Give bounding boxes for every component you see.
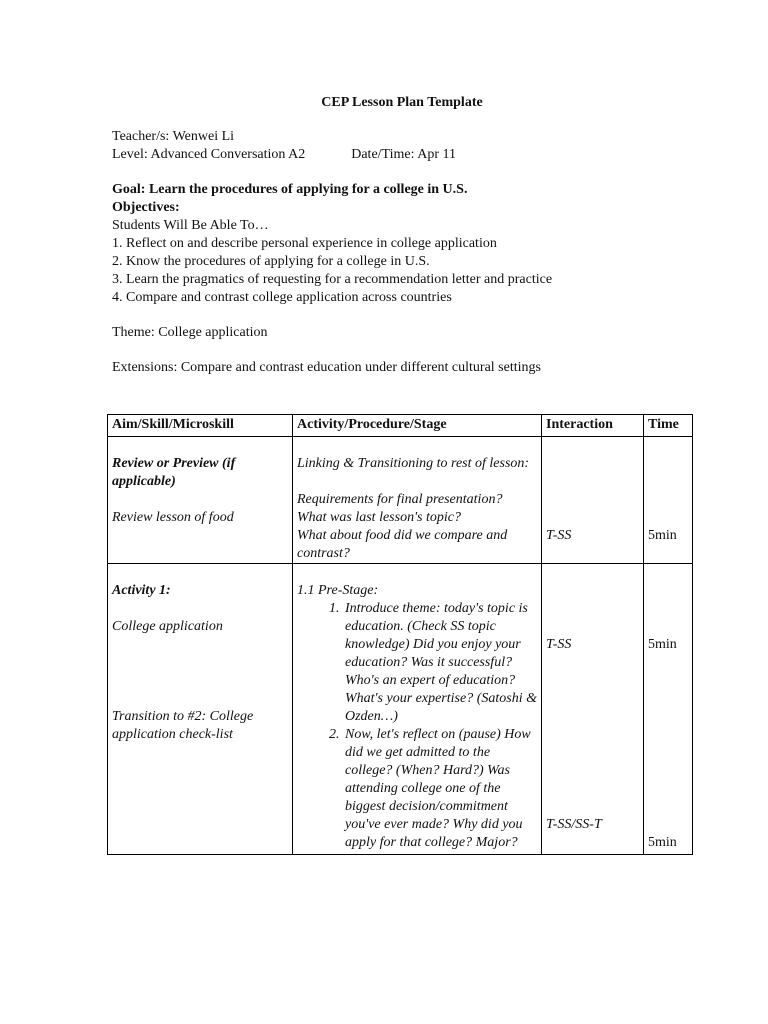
interaction-value: T-SS/SS-T: [546, 817, 602, 832]
aim-cell: [108, 437, 293, 564]
activity-line: Requirements for final presentation?: [297, 492, 503, 507]
activity-line: What about food did we compare and contrast?: [297, 528, 508, 561]
datetime-text: Date/Time: Apr 11: [351, 147, 456, 162]
stage-label: 1.1 Pre-Stage:: [297, 583, 379, 598]
objective-item: 1. Reflect on and describe personal experience in college application: [112, 236, 497, 251]
table-row: [108, 564, 693, 855]
objective-item: 4. Compare and contrast college application across countries: [112, 290, 452, 305]
time-cell: [644, 437, 693, 564]
aim-heading: Review or Preview (if applicable): [112, 456, 236, 489]
time-value: 5min: [648, 637, 677, 652]
activity-cell: [293, 437, 542, 564]
step-item: 2. Now, let's reflect on (pause) How did we get admitted to the college? (When? Hard?) Was attending college one of the biggest decision/commitment you've ever made? Why did you apply for that college? Major?: [343, 726, 537, 852]
swbat-line: Students Will Be Able To…: [112, 218, 269, 233]
aim-detail: College application: [112, 619, 223, 634]
time-value: 5min: [648, 528, 677, 543]
activity-cell: [293, 564, 542, 855]
teacher-line: Teacher/s: Wenwei Li: [112, 129, 235, 144]
step-item: 1. Introduce theme: today's topic is education. (Check SS topic knowledge) Did you enjoy your education? Was it successful? Who's an expert of education? What's your expertise? (Satoshi & Ozden…): [343, 600, 537, 726]
lesson-plan-table: [107, 414, 693, 855]
aim-cell: [108, 564, 293, 855]
table-header-row: [108, 415, 693, 437]
aim-detail: Review lesson of food: [112, 510, 234, 525]
time-cell: [644, 564, 693, 855]
objective-item: 3. Learn the pragmatics of requesting for a recommendation letter and practice: [112, 272, 553, 287]
interaction-value: T-SS: [546, 528, 572, 543]
theme-line: Theme: College application: [112, 325, 268, 340]
level-date-line: [112, 146, 692, 164]
document-title: CEP Lesson Plan Template: [321, 95, 483, 110]
aim-heading: Activity 1:: [112, 583, 171, 598]
objectives-heading: Objectives:: [112, 200, 180, 215]
aim-transition: Transition to #2: College application check-list: [112, 709, 254, 742]
document-header: [112, 94, 692, 377]
activity-line: What was last lesson's topic?: [297, 510, 462, 525]
interaction-value: T-SS: [546, 637, 572, 652]
time-value: 5min: [648, 835, 677, 850]
column-header: Activity/Procedure/Stage: [293, 415, 542, 437]
goal-line: Goal: Learn the procedures of applying for a college in U.S.: [112, 182, 468, 197]
objective-item: 2. Know the procedures of applying for a college in U.S.: [112, 254, 430, 269]
column-header: Interaction: [542, 415, 644, 437]
table-row: [108, 437, 693, 564]
step-list: [297, 600, 537, 852]
level-text: Level: Advanced Conversation A2: [112, 147, 306, 162]
interaction-cell: [542, 437, 644, 564]
activity-intro: Linking & Transitioning to rest of lesson:: [297, 456, 530, 471]
extensions-line: Extensions: Compare and contrast education under different cultural settings: [112, 360, 541, 375]
column-header: Time: [644, 415, 693, 437]
column-header: Aim/Skill/Microskill: [108, 415, 293, 437]
interaction-cell: [542, 564, 644, 855]
